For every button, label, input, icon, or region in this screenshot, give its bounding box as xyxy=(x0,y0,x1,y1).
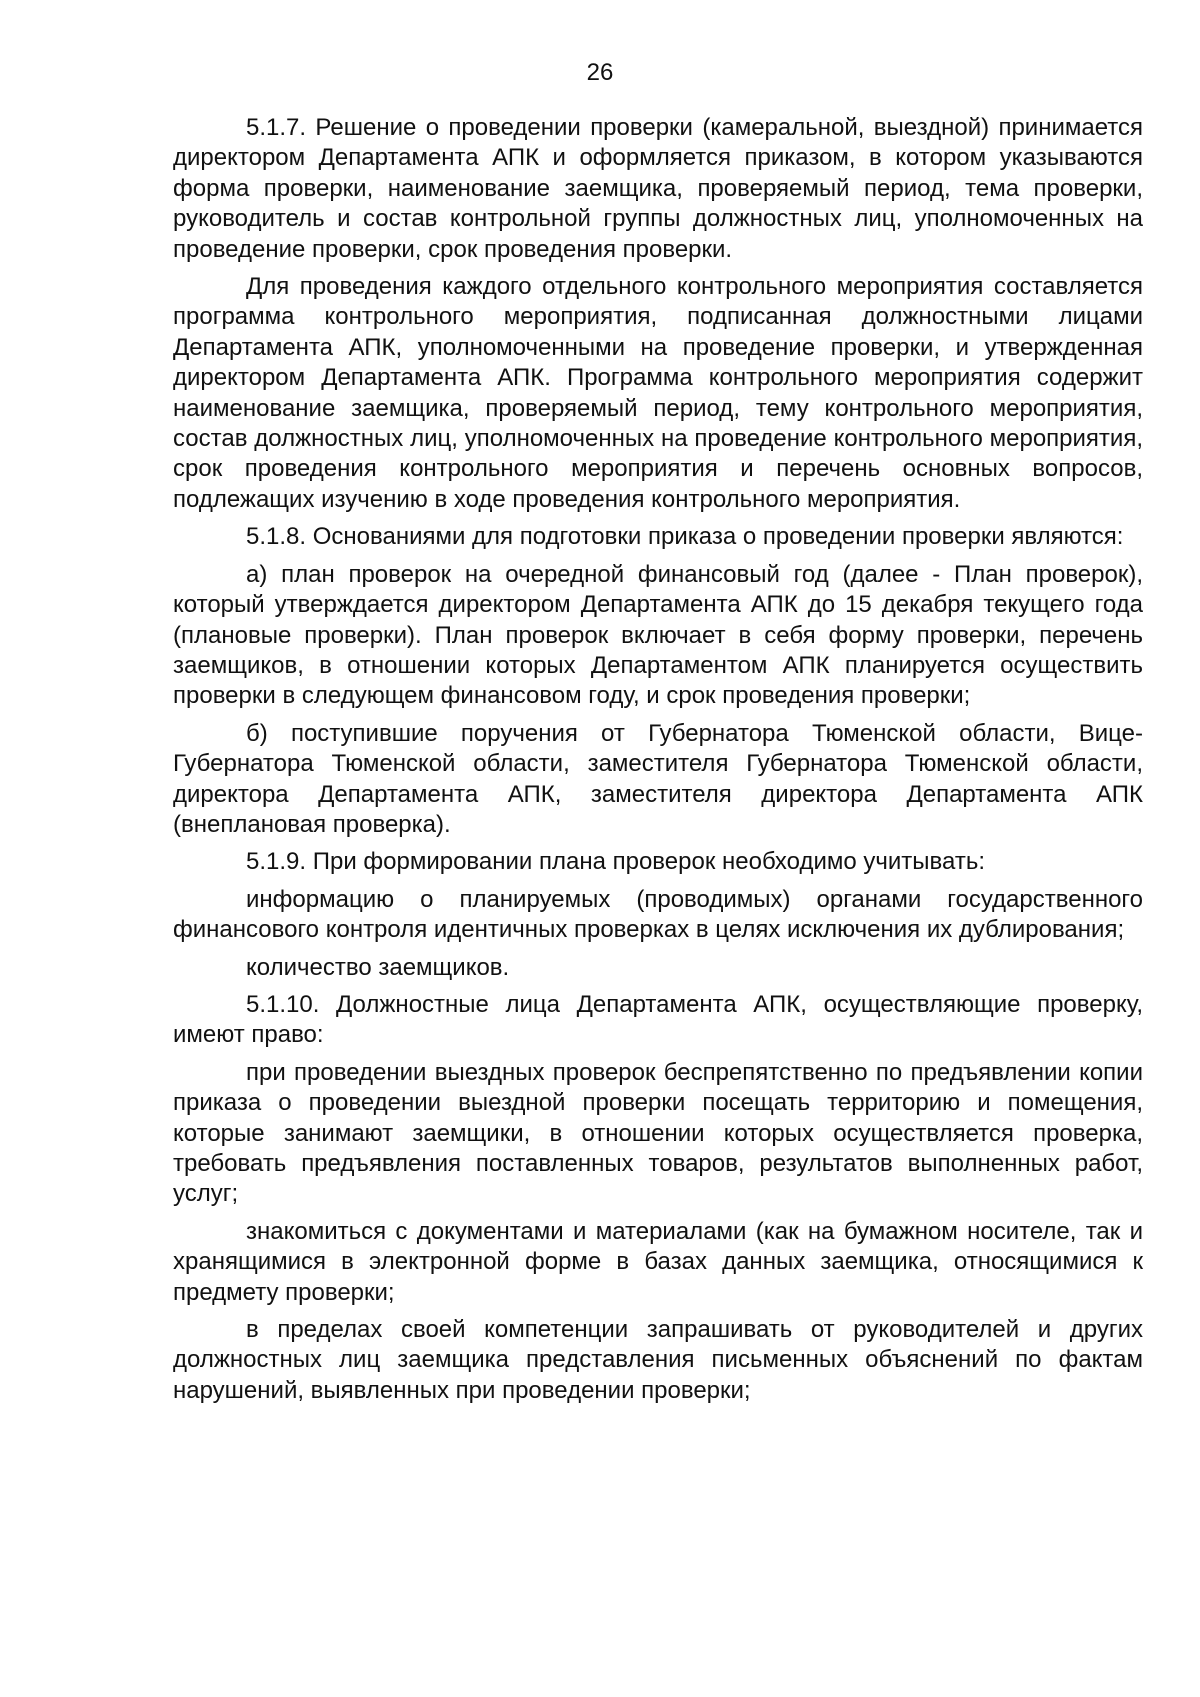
paragraph-5-1-10: 5.1.10. Должностные лица Департамента АПК, осуществляющие проверку, имеют право: xyxy=(173,990,1143,1049)
paragraph-program: Для проведения каждого отдельного контрольного мероприятия составляется программа контрольного мероприятия, подписанная должностными лицами Департамента АПК, уполномоченными на проведение проверки, и утвержденная директором Департамента АПК. Программа контрольного мероприятия содержит наименование заемщика, проверяемый период, тему контрольного мероприятия, состав должностных лиц, уполномоченных на проведение контрольного мероприятия, срок проведения контрольного мероприятия и перечень основных вопросов, подлежащих изучению в ходе проведения контрольного мероприятия. xyxy=(173,273,1143,513)
paragraph-item-a: а) план проверок на очередной финансовый год (далее - План проверок), который утверждается директором Департамента АПК до 15 декабря текущего года (плановые проверки). План проверок включает в себя форму проверки, перечень заемщиков, в отношении которых Департаментом АПК планируется осуществить проверки в следующем финансовом году, и срок проведения проверки; xyxy=(173,560,1143,710)
paragraph-item-b: б) поступившие поручения от Губернатора Тюменской области, Вице-Губернатора Тюменской области, заместителя Губернатора Тюменской области, директора Департамента АПК, заместителя директора Департамента АПК (внеплановая проверка). xyxy=(173,719,1143,838)
paragraph-borrowers-count: количество заемщиков. xyxy=(246,953,510,981)
paragraph-right-documents: знакомиться с документами и материалами (как на бумажном носителе, так и хранящимися в электронной форме в базах данных заемщика, относящимися к предмету проверки; xyxy=(173,1217,1143,1306)
document-body xyxy=(173,113,1143,1413)
paragraph-5-1-9: 5.1.9. При формировании плана проверок необходимо учитывать: xyxy=(246,848,985,876)
paragraph-right-visit: при проведении выездных проверок беспрепятственно по предъявлении копии приказа о проведении выездной проверки посещать территорию и помещения, которые занимают заемщики, в отношении которых осуществляется проверка, требовать предъявления поставленных товаров, результатов выполненных работ, услуг; xyxy=(173,1058,1143,1208)
paragraph-information: информацию о планируемых (проводимых) органами государственного финансового контроля идентичных проверках в целях исключения их дублирования; xyxy=(173,885,1143,944)
paragraph-5-1-7: 5.1.7. Решение о проведении проверки (камеральной, выездной) принимается директором Департамента АПК и оформляется приказом, в котором указываются форма проверки, наименование заемщика, проверяемый период, тема проверки, руководитель и состав контрольной группы должностных лиц, уполномоченных на проведение проверки, срок проведения проверки. xyxy=(173,114,1143,263)
page-number: 26 xyxy=(586,59,614,86)
paragraph-5-1-8: 5.1.8. Основаниями для подготовки приказа о проведении проверки являются: xyxy=(246,523,1124,551)
paragraph-right-explanations: в пределах своей компетенции запрашивать от руководителей и других должностных лиц заемщика представления письменных объяснений по фактам нарушений, выявленных при проведении проверки; xyxy=(173,1316,1143,1404)
